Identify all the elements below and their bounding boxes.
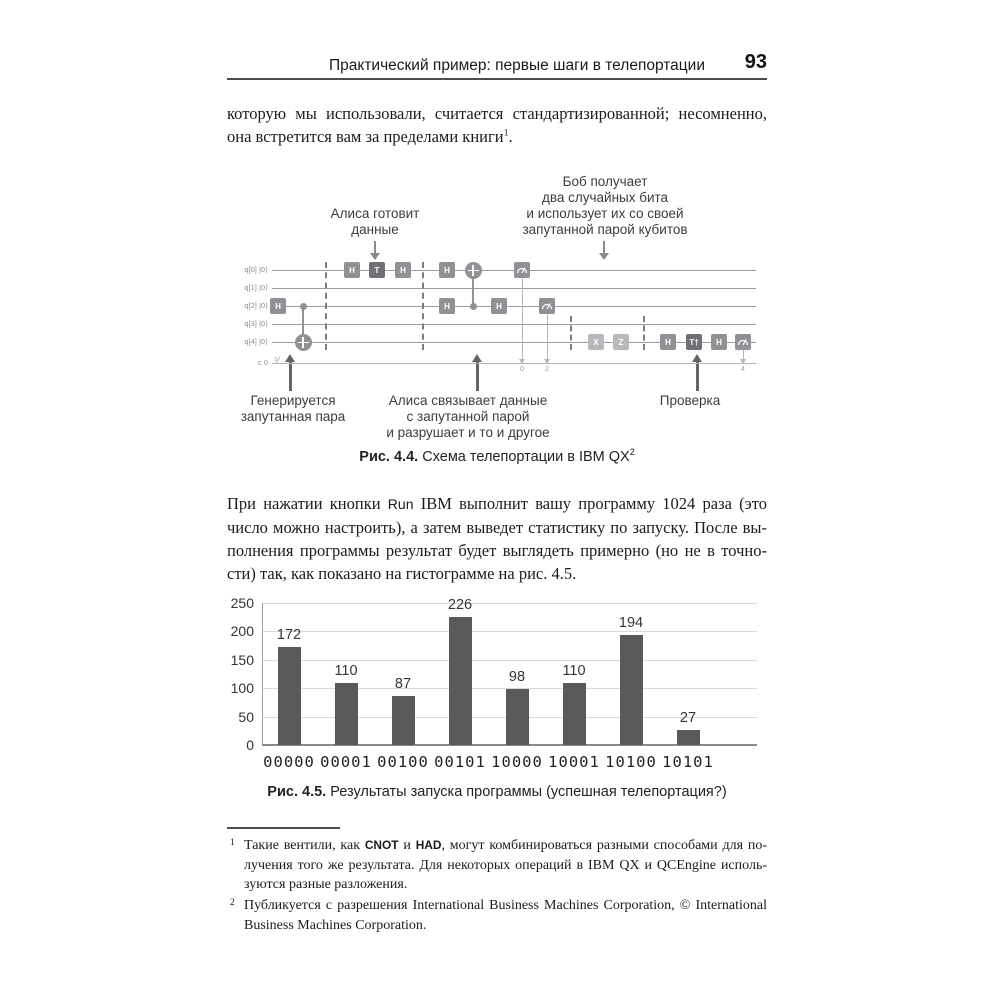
- annotation-line: с запутанной парой: [406, 409, 530, 424]
- text: Результаты запуска программы (успешная телепортация?): [326, 784, 727, 800]
- bar: [677, 730, 700, 745]
- bar: [563, 683, 586, 745]
- annotation-line: данные: [351, 222, 399, 237]
- bar: [449, 617, 472, 745]
- x-category-label: 10101: [662, 753, 714, 771]
- figure-4-5-caption: [227, 784, 767, 800]
- annotation-line: и разрушает и то и другое: [386, 425, 550, 440]
- footnote-1-text: [244, 838, 767, 892]
- bar-value-label: 110: [562, 662, 586, 679]
- x-category-label: 00001: [320, 753, 372, 771]
- text-code: Run: [387, 496, 414, 512]
- text-b: Рис. 4.5.: [267, 784, 327, 800]
- text: При нажатии кнопки: [227, 494, 388, 513]
- text: которую мы использовали, считается стандартизированной; несомненно, она встретится вам за пределами книги: [227, 104, 767, 146]
- gridline: [263, 660, 757, 661]
- x-category-label: 10001: [548, 753, 600, 771]
- classical-bus-width: ⁵⁄: [274, 355, 280, 365]
- x-category-label: 00100: [377, 753, 429, 771]
- y-tick-label: 200: [230, 623, 254, 640]
- bar-value-label: 27: [679, 709, 697, 726]
- bar-value-label: 98: [508, 669, 526, 686]
- qubit-label: q[4] |0⟩: [244, 337, 268, 346]
- text: Схема телепортации в IBM QX: [418, 449, 630, 465]
- x-category-label: 10100: [605, 753, 657, 771]
- annotation-line: Алиса связывает данные: [388, 393, 548, 408]
- bar: [620, 635, 643, 745]
- footnote-rule: [227, 827, 340, 829]
- annotation-line: Боб получает: [562, 174, 648, 189]
- classical-bit-label: 4: [741, 366, 745, 373]
- annotation-line: и использует их со своей: [526, 206, 684, 221]
- gate-z: Z: [613, 334, 629, 350]
- text-codeb: CNOT: [364, 838, 399, 852]
- x-category-label: 00101: [434, 753, 486, 771]
- gate-h: H: [270, 298, 286, 314]
- bar-value-label: 194: [618, 614, 644, 631]
- x-category-label: 10000: [491, 753, 543, 771]
- text-sup: 2: [629, 447, 635, 458]
- gate-h: H: [491, 298, 507, 314]
- y-tick-label: 0: [246, 737, 254, 753]
- qubit-label: q[2] |0⟩: [244, 301, 268, 310]
- y-tick-label: 150: [230, 651, 254, 668]
- qubit-label: q[1] |0⟩: [244, 283, 268, 292]
- gate-t: T: [369, 262, 385, 278]
- annotation-line: запутанной парой кубитов: [522, 222, 688, 237]
- classical-bit-label: 2: [545, 366, 549, 373]
- text: .: [508, 127, 513, 146]
- bar: [278, 647, 301, 745]
- bar-value-label: 172: [276, 627, 302, 644]
- y-axis: [262, 603, 263, 745]
- footnote-2-marker: 2: [230, 898, 235, 908]
- classical-bit-label: 0: [520, 366, 524, 373]
- bar-value-label: 87: [394, 675, 412, 692]
- y-tick-label: 100: [230, 680, 254, 697]
- gate-h: H: [439, 298, 455, 314]
- text-codeb: HAD: [415, 838, 442, 852]
- qubit-label: q[0] |0⟩: [244, 265, 268, 274]
- bar-value-label: 110: [334, 662, 358, 679]
- annotation-line: два случайных бита: [541, 190, 669, 205]
- annotation-line: Алиса готовит: [330, 206, 420, 221]
- text: Публикуется с разрешения International Business Machines Corporation, © International Business Machines Corporation.: [244, 898, 767, 933]
- text: IBM выполнит вашу программу 1024 раза (это число можно настроить), а затем выведет статистику по запуску. После выполнения программы результат будет выглядеть примерно (но не в точности) так, как показано на гистограмме на рис. 4.5.: [227, 494, 768, 583]
- text: , могут комбинироваться разными способами для получения того же результата. Для некоторых операций в IBM QX и QCEngine используются разные разложения.: [244, 838, 768, 892]
- y-tick-label: 250: [230, 595, 254, 611]
- gate-h: H: [439, 262, 455, 278]
- footnote-2: [227, 896, 767, 935]
- running-header-title: Практический пример: первые шаги в телепортации: [328, 57, 705, 74]
- y-tick-label: 50: [238, 708, 254, 725]
- text-b: Рис. 4.4.: [359, 449, 419, 465]
- gridline: [263, 603, 757, 604]
- gate-x: X: [588, 334, 604, 350]
- bar: [506, 689, 529, 745]
- gate-h: H: [660, 334, 676, 350]
- gridline: [263, 631, 757, 632]
- bar: [392, 696, 415, 745]
- qubit-label: q[3] |0⟩: [244, 319, 268, 328]
- annotation-line: запутанная пара: [240, 409, 346, 424]
- footnote-1: [227, 836, 767, 895]
- annotation-line: Генерируется: [250, 393, 336, 408]
- classical-label: c 0: [257, 358, 268, 367]
- page-number: 93: [744, 51, 767, 73]
- bar-value-label: 226: [447, 596, 473, 613]
- text: Такие вентили, как: [244, 838, 365, 853]
- footnote-1-marker: 1: [230, 838, 235, 848]
- gate-h: H: [395, 262, 411, 278]
- annotation-line: Проверка: [659, 393, 721, 408]
- text: и: [398, 838, 416, 853]
- gate-h: H: [344, 262, 360, 278]
- x-category-label: 00000: [263, 753, 315, 771]
- footnote-2-text: [244, 898, 767, 933]
- gate-t†: T†: [686, 334, 702, 350]
- bar: [335, 683, 358, 745]
- text-sup: 1: [503, 127, 509, 139]
- gate-h: H: [711, 334, 727, 350]
